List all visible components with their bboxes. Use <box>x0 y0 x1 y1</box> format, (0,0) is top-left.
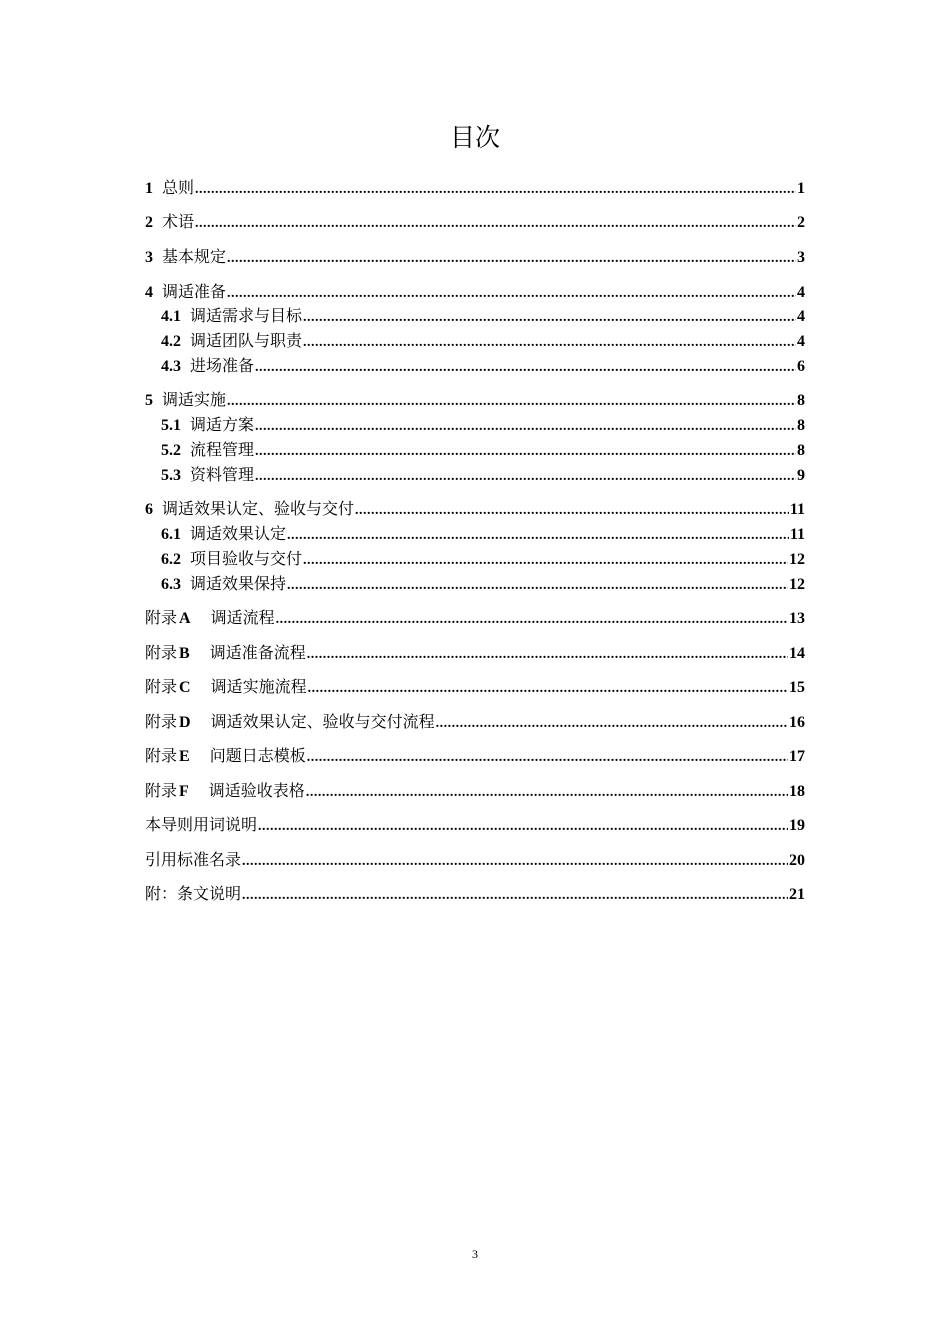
toc-leader-dots <box>195 211 796 237</box>
toc-entry-number: 5.3 <box>161 467 181 484</box>
toc-entry-number: 4.3 <box>161 358 181 375</box>
toc-entry[interactable] <box>145 387 805 413</box>
toc-leader-dots <box>306 780 788 806</box>
toc-entry-number: 5 <box>145 392 153 409</box>
toc-leader-dots <box>227 246 796 272</box>
toc-appendix-entry[interactable] <box>145 640 805 666</box>
toc-entry-title: 资料管理 <box>190 465 255 484</box>
toc-leader-dots <box>255 355 796 381</box>
toc-entry-title: 调适实施流程 <box>210 677 307 696</box>
toc-entry-page: 21 <box>789 886 805 903</box>
toc-appendix-entry[interactable] <box>145 709 805 735</box>
toc-entry-number: 6.2 <box>161 551 181 568</box>
toc-entry[interactable] <box>145 812 805 838</box>
toc-subentry[interactable] <box>161 303 805 329</box>
toc-entry-page: 4 <box>797 308 805 325</box>
toc-entry-page: 8 <box>797 392 805 409</box>
toc-subentry[interactable] <box>161 437 805 463</box>
toc-entry-title: 调适实施 <box>162 390 227 409</box>
toc-entry-page: 12 <box>789 551 805 568</box>
toc-leader-dots <box>255 464 796 490</box>
toc-leader-dots <box>287 573 788 599</box>
toc-entry-number: 4 <box>145 284 153 301</box>
toc-subentry[interactable] <box>161 521 805 547</box>
toc-entry-title: 调适流程 <box>210 608 275 627</box>
toc-appendix-entry[interactable] <box>145 778 805 804</box>
toc-appendix-letter: E <box>179 748 190 765</box>
toc-entry-title: 引用标准名录 <box>145 850 242 869</box>
toc-appendix-prefix: 附录 <box>145 643 178 662</box>
toc-entry[interactable] <box>145 279 805 305</box>
toc-appendix-prefix: 附录 <box>145 746 178 765</box>
toc-entry[interactable] <box>145 244 805 270</box>
toc-entry-title: 本导则用词说明 <box>145 815 258 834</box>
toc-entry-page: 4 <box>797 284 805 301</box>
toc-subentry[interactable] <box>161 328 805 354</box>
toc-entry-page: 16 <box>789 714 805 731</box>
toc-entry-title: 问题日志模板 <box>209 746 306 765</box>
toc-entry-number: 6.3 <box>161 576 181 593</box>
toc-entry-page: 19 <box>789 817 805 834</box>
toc-entry-number: 4.2 <box>161 333 181 350</box>
toc-appendix-letter: F <box>179 783 189 800</box>
toc-appendix-entry[interactable] <box>145 674 805 700</box>
toc-appendix-letter: B <box>179 645 190 662</box>
toc-entry[interactable] <box>145 496 805 522</box>
toc-appendix-entry[interactable] <box>145 743 805 769</box>
page-number: 3 <box>472 1247 478 1261</box>
toc-entry-page: 8 <box>797 417 805 434</box>
toc-entry-title: 基本规定 <box>162 247 227 266</box>
toc-leader-dots <box>195 177 796 203</box>
toc-entry-page: 6 <box>797 358 805 375</box>
toc-entry-title: 调适准备流程 <box>209 643 306 662</box>
toc-entry-page: 9 <box>797 467 805 484</box>
toc-leader-dots <box>276 607 788 633</box>
toc-entry-title: 调适效果保持 <box>190 574 287 593</box>
toc-leader-dots <box>436 711 788 737</box>
toc-entry-title: 项目验收与交付 <box>190 549 303 568</box>
toc-entry-number: 6 <box>145 501 153 518</box>
toc-entry-page: 17 <box>789 748 805 765</box>
toc-entry-number: 4.1 <box>161 308 181 325</box>
toc-entry-page: 2 <box>797 214 805 231</box>
toc-entry-page: 12 <box>789 576 805 593</box>
toc-entry-page: 18 <box>789 783 805 800</box>
toc-entry-title: 调适准备 <box>162 282 227 301</box>
toc-entry-page: 20 <box>789 852 805 869</box>
toc-entry-title: 术语 <box>162 212 195 231</box>
toc-entry-number: 5.2 <box>161 442 181 459</box>
toc-entry-page: 15 <box>789 679 805 696</box>
toc-subentry[interactable] <box>161 571 805 597</box>
toc-leader-dots <box>307 642 788 668</box>
toc-subentry[interactable] <box>161 412 805 438</box>
toc-entry-title: 附：条文说明 <box>145 884 242 903</box>
toc-entry-number: 1 <box>145 180 153 197</box>
toc-entry-title: 调适效果认定、验收与交付 <box>162 499 355 518</box>
toc-entry-title: 调适验收表格 <box>208 781 305 800</box>
toc-entry-number: 3 <box>145 249 153 266</box>
toc-entry-number: 2 <box>145 214 153 231</box>
toc-entry-page: 11 <box>789 526 805 543</box>
toc-entry[interactable] <box>145 175 805 201</box>
toc-entry-title: 调适团队与职责 <box>190 331 303 350</box>
toc-appendix-prefix: 附录 <box>145 712 178 731</box>
toc-entry-page: 3 <box>797 249 805 266</box>
toc-entry-number: 5.1 <box>161 417 181 434</box>
toc-leader-dots <box>308 676 788 702</box>
toc-subentry[interactable] <box>161 353 805 379</box>
toc-entry-page: 13 <box>789 610 805 627</box>
toc-appendix-prefix: 附录 <box>145 608 178 627</box>
toc-entry[interactable] <box>145 881 805 907</box>
toc-entry-title: 调适需求与目标 <box>190 306 303 325</box>
toc-entry[interactable] <box>145 209 805 235</box>
toc-leader-dots <box>242 883 788 909</box>
toc-entry-page: 8 <box>797 442 805 459</box>
toc-entry-title: 流程管理 <box>190 440 255 459</box>
toc-entry-page: 1 <box>797 180 805 197</box>
toc-appendix-letter: D <box>179 714 191 731</box>
toc-entry-title: 调适效果认定 <box>190 524 287 543</box>
toc-entry[interactable] <box>145 847 805 873</box>
toc-leader-dots <box>242 849 788 875</box>
toc-entry-title: 进场准备 <box>190 356 255 375</box>
toc-appendix-letter: C <box>179 679 191 696</box>
toc-subentry[interactable] <box>161 462 805 488</box>
toc-subentry[interactable] <box>161 546 805 572</box>
page-title: 目次 <box>449 123 500 152</box>
toc-entry-title: 调适方案 <box>190 415 255 434</box>
toc-appendix-prefix: 附录 <box>145 781 178 800</box>
toc-appendix-letter: A <box>179 610 191 627</box>
toc-appendix-prefix: 附录 <box>145 677 178 696</box>
toc-entry-title: 总则 <box>162 178 195 197</box>
toc-entry-page: 11 <box>789 501 805 518</box>
toc-entry-title: 调适效果认定、验收与交付流程 <box>210 712 435 731</box>
toc-entry-page: 14 <box>789 645 805 662</box>
toc-entry-number: 6.1 <box>161 526 181 543</box>
toc-entry-page: 4 <box>797 333 805 350</box>
toc-appendix-entry[interactable] <box>145 605 805 631</box>
toc-leader-dots <box>307 745 788 771</box>
toc-leader-dots <box>258 814 788 840</box>
